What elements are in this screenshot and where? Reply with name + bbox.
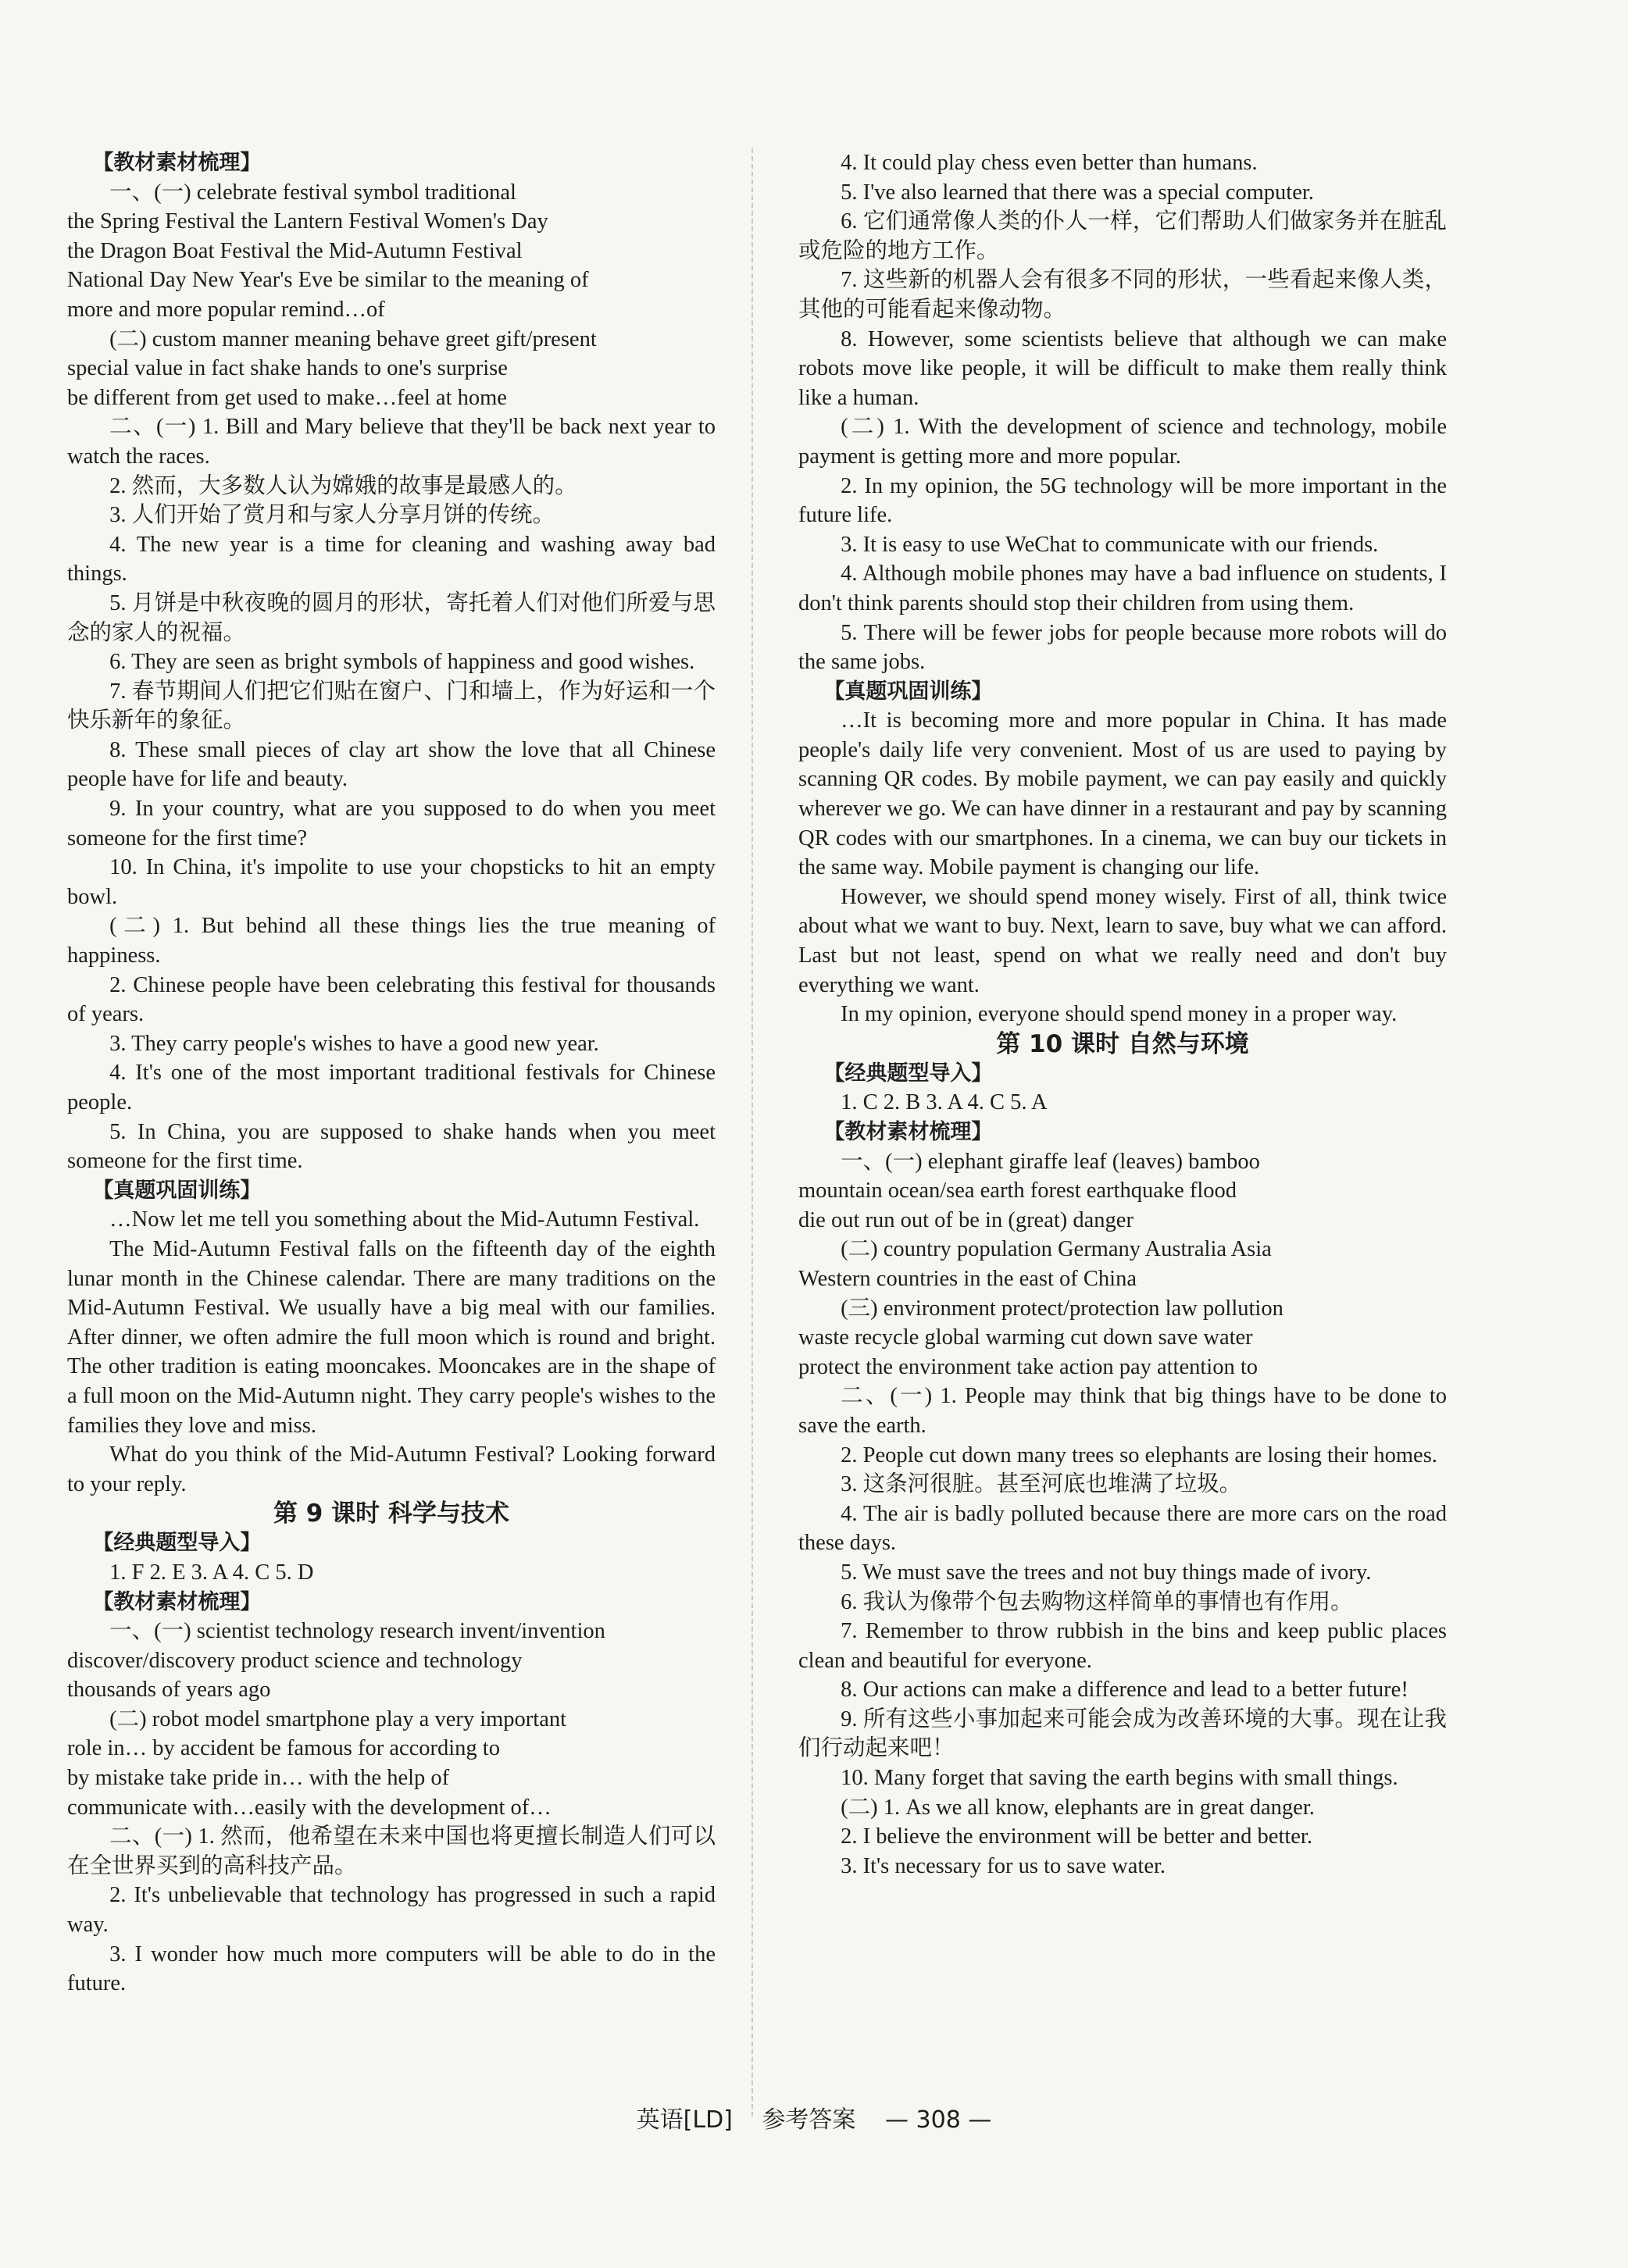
answer-line: (三) environment protect/protection law pollution — [841, 1296, 1283, 1321]
answer-line: (二) 1. With the development of science and technology, mobile payment is getting more and more popular. — [798, 415, 1447, 469]
right-column — [798, 148, 1447, 1881]
section-heading: 【真题巩固训练】 — [823, 679, 993, 704]
answer-line: 4. The air is badly polluted because there are more cars on the road these days. — [798, 1501, 1447, 1556]
answer-line: 10. In China, it's impolite to use your chopsticks to hit an empty bowl. — [67, 855, 716, 909]
answer-line: 6. 它们通常像人类的仆人一样，它们帮助人们做家务并在脏乱或危险的地方工作。 — [798, 209, 1447, 263]
answer-continuation: more and more popular remind…of — [67, 297, 385, 322]
answer-line: 7. 春节期间人们把它们贴在窗户、门和墙上，作为好运和一个快乐新年的象征。 — [67, 679, 716, 733]
section-heading: 【教材素材梳理】 — [92, 151, 262, 175]
answer-line: 二、(一) 1. 然而，他希望在未来中国也将更擅长制造人们可以在全世界买到的高科技产品。 — [67, 1824, 716, 1878]
answer-continuation: the Dragon Boat Festival the Mid-Autumn Festival — [67, 238, 523, 263]
answer-line: (二) 1. But behind all these things lies the true meaning of happiness. — [67, 914, 716, 968]
section-heading: 【真题巩固训练】 — [92, 1178, 262, 1203]
answer-line: 3. 人们开始了赏月和与家人分享月饼的传统。 — [109, 503, 555, 528]
answer-line: 10. Many forget that saving the earth begins with small things. — [841, 1766, 1398, 1791]
answer-line: 4. It could play chess even better than humans. — [841, 151, 1258, 175]
answer-line: 2. I believe the environment will be better and better. — [841, 1824, 1312, 1849]
answer-line: 7. 这些新的机器人会有很多不同的形状，一些看起来像人类，其他的可能看起来像动物。 — [798, 268, 1447, 322]
answer-line: 6. They are seen as bright symbols of happiness and good wishes. — [109, 650, 695, 675]
answer-line: 2. People cut down many trees so elephants are losing their homes. — [841, 1442, 1437, 1467]
section-heading: 【教材素材梳理】 — [92, 1589, 262, 1614]
lesson-title: 第 10 课时 自然与环境 — [996, 1029, 1249, 1058]
answer-line: 一、(一) celebrate festival symbol traditional — [109, 180, 516, 205]
answer-line: 二、(一) 1. People may think that big things have to be done to save the earth. — [798, 1384, 1447, 1438]
answer-continuation: Western countries in the east of China — [798, 1266, 1137, 1291]
answer-line: 4. The new year is a time for cleaning and washing away bad things. — [67, 532, 716, 587]
answer-continuation: protect the environment take action pay attention to — [798, 1354, 1258, 1379]
answer-continuation: be different from get used to make…feel at home — [67, 385, 507, 410]
answer-line: 二、(一) 1. Bill and Mary believe that they'll be back next year to watch the races. — [67, 415, 716, 469]
answer-continuation: communicate with…easily with the development of… — [67, 1795, 552, 1820]
answer-continuation: the Spring Festival the Lantern Festival Women's Day — [67, 209, 548, 234]
answer-line: (二) country population Germany Australia Asia — [841, 1237, 1272, 1262]
page-footer — [0, 2100, 1628, 2134]
answer-line: 4. Although mobile phones may have a bad influence on students, I don't think parents should stop their children from using them. — [798, 562, 1447, 615]
answer-line: In my opinion, everyone should spend money in a proper way. — [841, 1002, 1398, 1027]
lesson-title: 第 9 课时 科学与技术 — [273, 1500, 509, 1528]
answer-line: 9. In your country, what are you supposed to do when you meet someone for the first time? — [67, 797, 716, 850]
answer-line: 8. These small pieces of clay art show the love that all Chinese people have for life and beauty. — [67, 737, 716, 792]
answer-line: 5. There will be fewer jobs for people because more robots will do the same jobs. — [798, 620, 1447, 675]
answer-continuation: special value in fact shake hands to one's surprise — [67, 356, 508, 381]
footer-subject: 英语[LD] — [636, 2106, 733, 2134]
answer-line: …It is becoming more and more popular in China. It has made people's daily life very convenient. Most of us are used to paying by scanning QR codes. By mobile payment, we can pay easily and quickly wherever we go. We can have dinner in a restaurant and pay by scanning QR codes with our smartphones. In a cinema, we can buy our tickets in the same way. Mobile payment is changing our life. — [798, 708, 1447, 880]
answer-line: 6. 我认为像带个包去购物这样简单的事情也有作用。 — [841, 1589, 1353, 1614]
answer-line: 3. It's necessary for us to save water. — [841, 1853, 1166, 1878]
answer-line: 一、(一) scientist technology research invent/invention — [109, 1619, 605, 1644]
answer-line: (二) 1. As we all know, elephants are in great danger. — [841, 1795, 1315, 1820]
answer-line: 3. It is easy to use WeChat to communicate with our friends. — [841, 532, 1379, 557]
page-number: — 308 — — [884, 2106, 992, 2134]
answer-line: What do you think of the Mid-Autumn Festival? Looking forward to your reply. — [67, 1442, 716, 1496]
answer-continuation: thousands of years ago — [67, 1678, 271, 1703]
answer-line: 8. However, some scientists believe that although we can make robots move like people, it will be difficult to make them really think like a human. — [798, 326, 1447, 410]
answer-line: 4. It's one of the most important traditional festivals for Chinese people. — [67, 1061, 716, 1114]
column-divider — [752, 148, 753, 2116]
footer-label: 参考答案 — [762, 2106, 856, 2134]
answer-line: 9. 所有这些小事加起来可能会成为改善环境的大事。现在让我们行动起来吧！ — [798, 1706, 1447, 1761]
answer-line: 3. They carry people's wishes to have a good new year. — [109, 1031, 599, 1056]
section-heading: 【教材素材梳理】 — [823, 1120, 993, 1144]
answer-continuation: by mistake take pride in… with the help of — [67, 1766, 450, 1791]
answer-line: 3. I wonder how much more computers will be able to do in the future. — [67, 1942, 716, 1996]
answer-line: 5. We must save the trees and not buy things made of ivory. — [841, 1560, 1372, 1585]
answer-line: 8. Our actions can make a difference and lead to a better future! — [841, 1678, 1408, 1703]
section-heading: 【经典题型导入】 — [823, 1061, 993, 1086]
answer-line: 2. It's unbelievable that technology has progressed in such a rapid way. — [67, 1883, 716, 1938]
answer-line: 2. In my opinion, the 5G technology will be more important in the future life. — [798, 473, 1447, 528]
answer-line: 一、(一) elephant giraffe leaf (leaves) bamboo — [841, 1149, 1260, 1174]
section-heading: 【经典题型导入】 — [92, 1531, 262, 1556]
answer-continuation: die out run out of be in (great) danger — [798, 1207, 1134, 1232]
answer-line: 5. I've also learned that there was a special computer. — [841, 180, 1314, 205]
answer-continuation: National Day New Year's Eve be similar to the meaning of — [67, 268, 589, 293]
answer-line: 1. C 2. B 3. A 4. C 5. A — [841, 1090, 1048, 1115]
answer-line: (二) robot model smartphone play a very important — [109, 1706, 567, 1731]
answer-line: 7. Remember to throw rubbish in the bins and keep public places clean and beautiful for everyone. — [798, 1619, 1447, 1673]
answer-line: 3. 这条河很脏。甚至河底也堆满了垃圾。 — [841, 1472, 1242, 1497]
answer-line: However, we should spend money wisely. First of all, think twice about what we want to buy. Next, learn to save, buy what we can afford. Last but not least, spend on what we really need and don't buy everything we want. — [798, 884, 1447, 997]
answer-continuation: role in… by accident be famous for according to — [67, 1736, 500, 1761]
answer-line: (二) custom manner meaning behave greet gift/present — [109, 326, 597, 351]
answer-line: …Now let me tell you something about the Mid-Autumn Festival. — [109, 1207, 700, 1232]
answer-line: 2. Chinese people have been celebrating this festival for thousands of years. — [67, 972, 716, 1027]
answer-line: 2. 然而，大多数人认为嫦娥的故事是最感人的。 — [109, 473, 577, 498]
answer-continuation: mountain ocean/sea earth forest earthquake flood — [798, 1179, 1237, 1204]
answer-line: The Mid-Autumn Festival falls on the fifteenth day of the eighth lunar month in the Chinese calendar. There are many traditions on the Mid-Autumn Festival. We usually have a big meal with our families. After dinner, we often admire the full moon which is round and bright. The other tradition is eating mooncakes. Mooncakes are in the shape of a full moon on the Mid-Autumn night. They carry people's wishes to the families they love and miss. — [67, 1236, 716, 1438]
answer-line: 1. F 2. E 3. A 4. C 5. D — [109, 1560, 314, 1585]
answer-continuation: discover/discovery product science and technology — [67, 1648, 523, 1673]
answer-continuation: waste recycle global warming cut down save water — [798, 1325, 1253, 1350]
left-column — [67, 148, 716, 1999]
answer-line: 5. In China, you are supposed to shake hands when you meet someone for the first time. — [67, 1119, 716, 1174]
answer-line: 5. 月饼是中秋夜晚的圆月的形状，寄托着人们对他们所爱与思念的家人的祝福。 — [67, 590, 716, 645]
